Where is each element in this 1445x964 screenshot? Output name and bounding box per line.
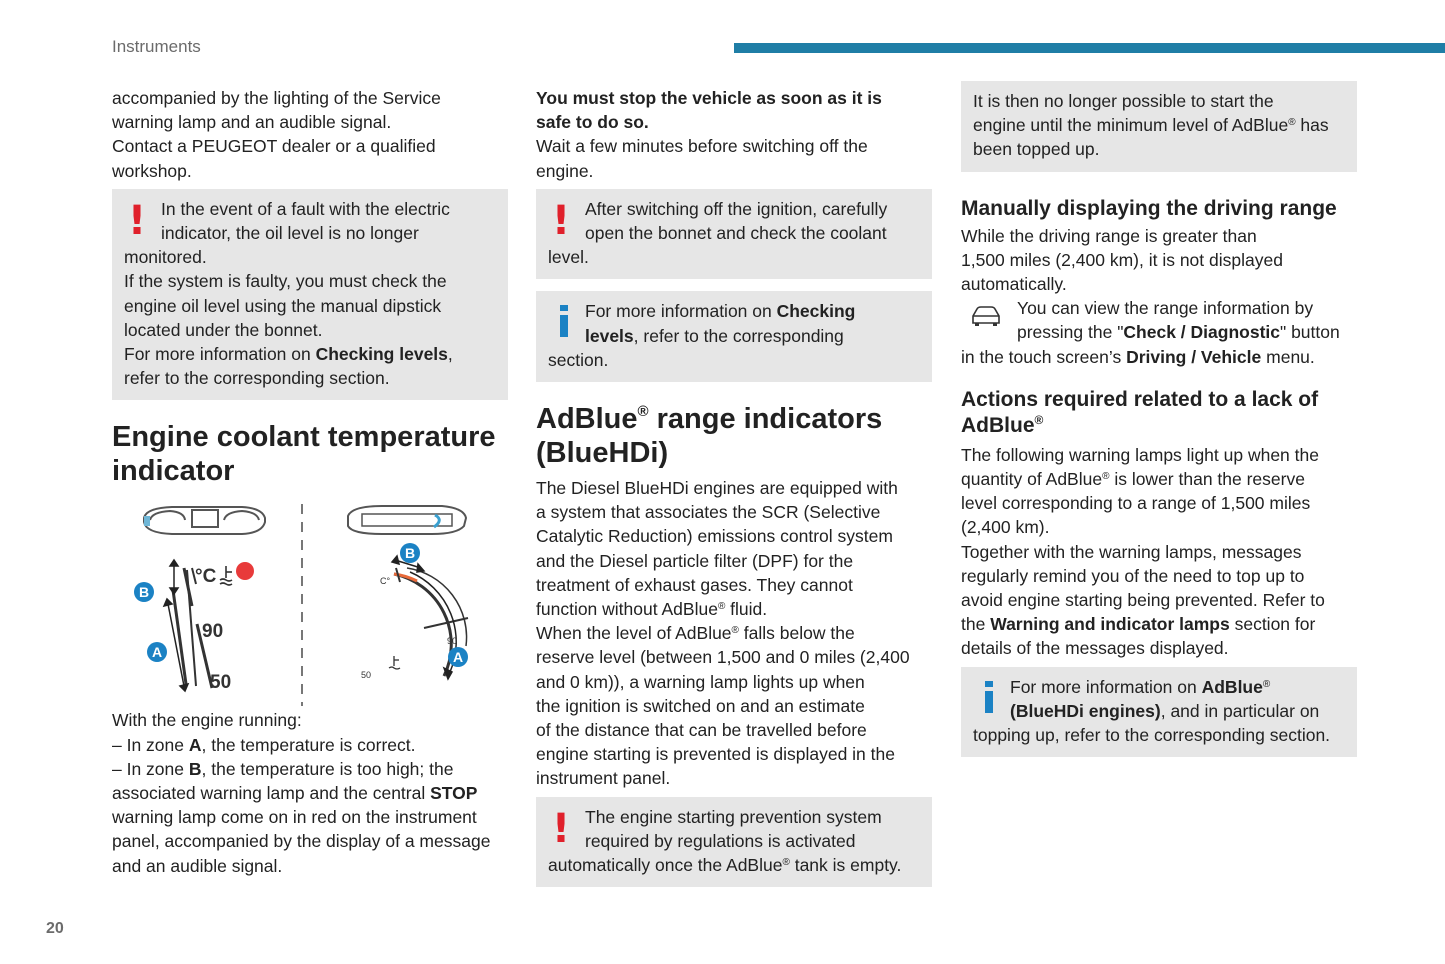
manual-range-body: While the driving range is greater than 1,500 miles (2,400 km), it is not displayed automatically. You can view the range information by pressing the "Check / Diagnostic" button in the touch screen’s Driving / Vehicle menu. [961,225,1340,367]
label-50-small: 50 [361,670,372,681]
column-3 [961,81,1357,757]
manual-range-heading: Manually displaying the driving range [961,196,1337,220]
adblue-info-box: For more information on AdBlue® (BlueHDi engines), and in particular on topping up, refer to the corresponding section. [961,667,1357,758]
warning-exclamation-icon: ! [127,197,147,244]
actions-heading: Actions required related to a lack of AdBlue® [961,387,1319,437]
zone-explanation: With the engine running: – In zone A, the temperature is correct. – In zone B, the temperature is too high; the associated warning lamp and the central STOP warning lamp come on in red on the instrument panel, accompanied by the display of a message and an audible signal. [112,710,491,876]
zone-b-label: B [138,584,150,601]
actions-body: The following warning lamps light up when the quantity of AdBlue® is lower than the reserve level corresponding to a range of 1,500 miles (2,400 km). Together with the warning lamps, messages regularly remind you of the need to top up to avoid engine starting being prevented. Refer to the Warning and indicator lamps section for details of the messages displayed. [961,444,1325,659]
page-number: 20 [46,920,64,937]
coolant-icon [220,566,232,585]
checking-levels-info-box: For more information on Checking levels, refer to the corresponding section. [536,291,932,382]
warning-exclamation-icon: ! [551,805,571,852]
analog-cluster-outline [348,506,466,534]
no-start-notice-box: It is then no longer possible to start the engine until the minimum level of AdBlue® has been topped up. [961,81,1357,172]
label-c-small: C° [380,576,391,587]
unit-celsius-label: °C [195,566,217,588]
oil-level-warning-box: ! In the event of a fault with the electric indicator, the oil level is no longer monitored. If the system is faulty, you must check the engine oil level using the manual dipstick located under the bonnet. For more information on Checking levels, refer to the corresponding section. [112,189,508,401]
zone-a-label: A [151,644,163,661]
column-2 [536,86,932,887]
label-90-small: 90 [447,636,458,647]
zone-a-label-right: A [452,649,464,666]
column-1 [112,86,508,878]
adblue-heading: AdBlue® range indicators (BlueHDi) [536,403,883,470]
red-warning-lamp-dot [236,562,254,580]
starting-prevention-warning-box: ! The engine starting prevention system required by regulations is activated automatically once the AdBlue® tank is empty. [536,797,932,888]
intro-paragraph: accompanied by the lighting of the Service warning lamp and an audible signal. Contact a PEUGEOT dealer or a qualified workshop. [112,88,441,181]
zone-b-label-right: B [404,545,416,562]
coolant-temperature-diagram [112,496,508,708]
info-icon [550,305,578,339]
label-90: 90 [202,621,224,643]
adblue-body: The Diesel BlueHDi engines are equipped with a system that associates the SCR (Selective Catalytic Reduction) emissions control system and the Diesel particle filter (DPF) for the treatment of exhaust gases. They cannot function without AdBlue® fluid. When the level of AdBlue® falls below the reserve level (between 1,500 and 0 miles (2,400 and 0 km)), a warning lamp lights up when the ignition is switched on and an estimate of the distance that can be travelled before engine starting is prevented is displayed in the instrument panel. [536,478,910,789]
coolant-icon-small [389,656,400,669]
coolant-check-warning-box: ! After switching off the ignition, carefully open the bonnet and check the coolant level. [536,189,932,280]
coolant-heading: Engine coolant temperature indicator [112,421,496,488]
page-header-section: Instruments [112,37,201,56]
digital-cluster-outline [144,507,265,534]
warning-exclamation-icon: ! [551,197,571,244]
label-50: 50 [210,672,232,694]
info-icon [975,681,1003,715]
header-accent-bar [734,43,1445,53]
stop-vehicle-paragraph: You must stop the vehicle as soon as it is safe to do so. Wait a few minutes before switching off the engine. [536,88,882,181]
vehicle-icon [969,304,1003,328]
